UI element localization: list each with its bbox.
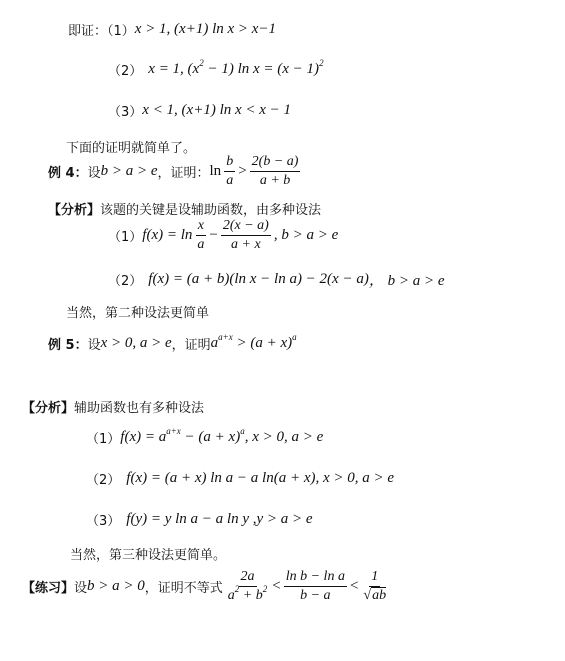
- operator: <: [272, 578, 281, 595]
- analysis-label: 【分析】: [48, 203, 101, 218]
- example-4: [48, 154, 303, 189]
- math-expression: f(x) = (a + b)(ln x − ln a) − 2(x − a): [148, 271, 369, 287]
- ln-symbol: ln: [209, 163, 222, 180]
- operator: −: [209, 227, 218, 244]
- operator: >: [238, 163, 247, 180]
- paragraph-text: 设: [87, 338, 101, 353]
- case-label: （2）: [86, 473, 121, 488]
- math-expression: f(x) = (a + x) ln a − a ln(a + x): [126, 470, 316, 486]
- paragraph-text: 该题的关键是设辅助函数，由多种设法: [100, 203, 322, 218]
- fraction: $\frac{x}{a}$: [197, 218, 205, 253]
- line-3: [108, 101, 291, 120]
- fraction: $\frac{2(x - a)}{a + x}$: [222, 218, 269, 253]
- paragraph-text: 辅助函数也有多种设法: [74, 401, 205, 416]
- analysis-label: 【分析】: [22, 401, 75, 416]
- math-expression: $f(x) = a^{a+x} - (a + x)^a$: [120, 426, 245, 445]
- approach-b2: [86, 469, 394, 488]
- example-5: [48, 334, 297, 353]
- math-expression: x = 1, $(x^2 - 1)$ $\ln x = (x - 1)^2$: [148, 58, 324, 77]
- paragraph-text: ，证明：: [157, 166, 210, 182]
- condition: , b > a > e: [273, 227, 339, 244]
- analysis-1: [48, 199, 321, 218]
- condition: ， b > a > e: [368, 273, 445, 289]
- exercise-label: 【练习】: [22, 581, 75, 597]
- analysis-2: [22, 397, 204, 416]
- fraction: $\frac{2(b - a)}{a + b}$: [251, 154, 299, 189]
- math-expression: f(x) = ln: [142, 227, 193, 244]
- approach-1: [108, 218, 338, 253]
- paragraph-text: 设: [74, 581, 88, 597]
- case-label: （1）: [86, 432, 121, 447]
- condition: x > 0, a > e: [100, 335, 172, 351]
- math-expression: f(y) = y ln a − a ln y ,: [126, 511, 257, 527]
- paragraph-text: 当然，第三种设法更简单。: [70, 548, 227, 563]
- paragraph-text: ，证明不等式: [144, 581, 223, 597]
- approach-b1: [86, 428, 323, 447]
- paragraph-text: ，证明: [171, 338, 211, 353]
- line-8: [66, 302, 209, 321]
- paragraph-text: 设: [87, 166, 101, 182]
- line-1: [68, 20, 276, 39]
- fraction: $\frac{2a}{a^2 + b^2}$: [227, 569, 268, 604]
- example-label: 例 5：: [48, 338, 88, 353]
- line-14: [70, 544, 226, 563]
- case-label: （3）: [108, 105, 143, 120]
- operator: <: [349, 578, 359, 595]
- math-expression: x > 1, (x+1) ln x > x−1: [134, 21, 277, 37]
- condition: b > a > 0: [87, 578, 145, 595]
- paragraph-text: 当然，第二种设法更简单: [66, 306, 210, 321]
- case-label: （3）: [86, 514, 121, 529]
- fraction: $\frac{\text{ln b − ln a}}{b - a}$: [285, 569, 345, 604]
- fraction: $\frac{1}{√ab}$: [363, 569, 387, 604]
- case-label: （2）: [108, 274, 143, 289]
- case-label: （1）: [108, 230, 143, 246]
- condition: , x > 0, a > e: [315, 470, 395, 486]
- fraction: $\frac{b}{a}$: [226, 154, 234, 189]
- paragraph-text: 下面的证明就简单了。: [66, 141, 197, 156]
- exercise: [22, 569, 391, 604]
- math-expression: $a^{a+x} > (a + x)^a$: [210, 332, 297, 351]
- approach-b3: [86, 510, 313, 529]
- condition: y > a > e: [256, 511, 313, 527]
- case-label: 即证：（1）: [68, 24, 135, 39]
- condition: b > a > e: [100, 163, 158, 180]
- approach-2: [108, 269, 444, 290]
- math-expression: x < 1, (x+1) ln x < x − 1: [142, 102, 292, 118]
- example-label: 例 4：: [48, 166, 88, 182]
- condition: , x > 0, a > e: [244, 429, 324, 445]
- case-label: （2）: [108, 64, 143, 79]
- line-2: [108, 60, 324, 79]
